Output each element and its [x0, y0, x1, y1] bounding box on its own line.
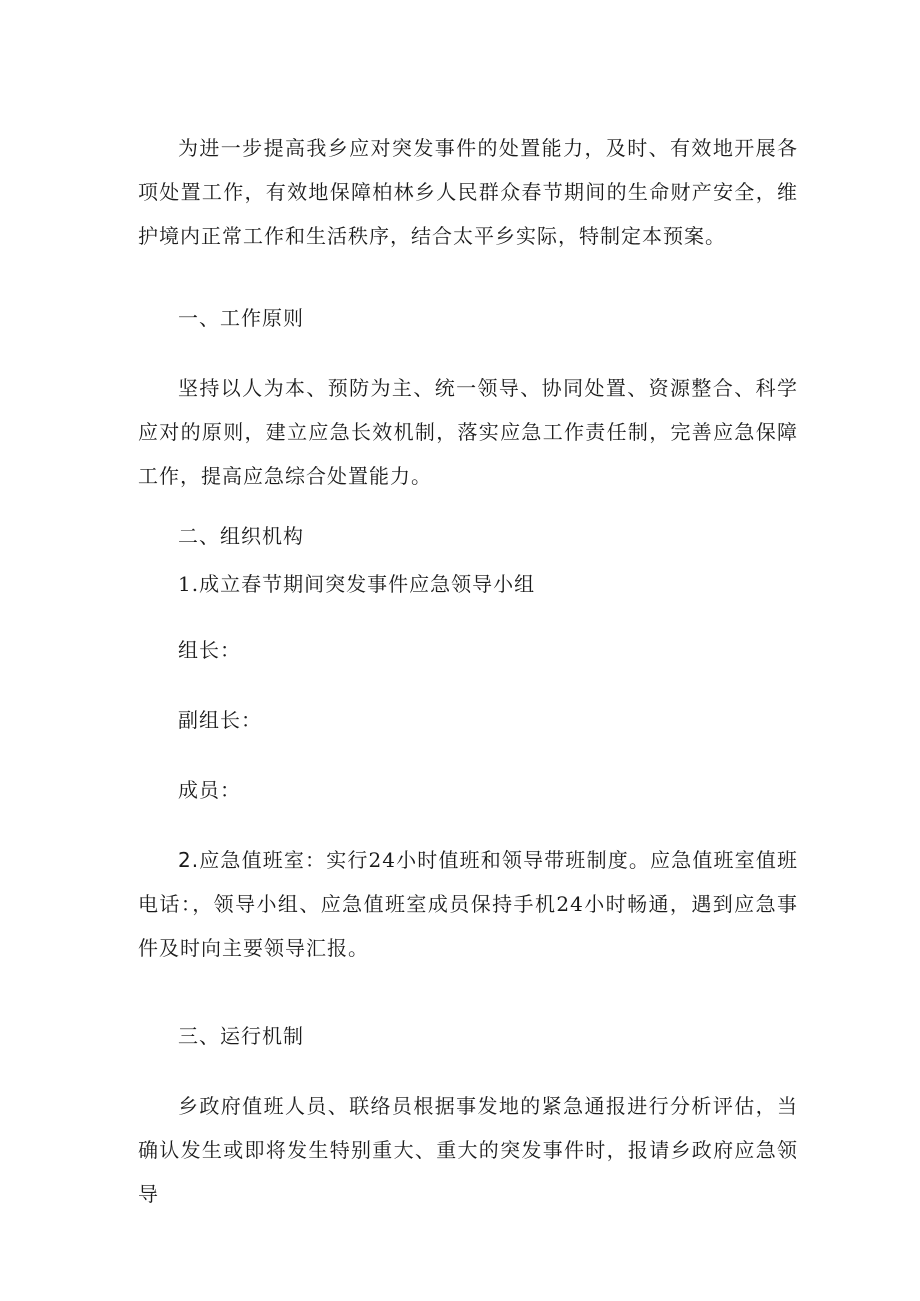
duty-room-paragraph: [138, 838, 798, 970]
section-heading-organization: 二、组织机构: [178, 524, 304, 548]
section-heading-principles: 一、工作原则: [178, 306, 304, 330]
section-heading-mechanism: 三、运行机制: [178, 1024, 304, 1048]
intro-paragraph: 为进一步提高我乡应对突发事件的处置能力，及时、有效地开展各项处置工作，有效地保障柏林乡人民群众春节期间的生命财产安全，维护境内正常工作和生活秩序，结合太平乡实际，特制定本预案。: [138, 136, 798, 248]
item-leading-group: 1.成立春节期间突发事件应急领导小组: [178, 572, 536, 596]
leader-label: 组长：: [178, 638, 241, 662]
duty-room-text: 应急值班室：实行24小时值班和领导带班制度。应急值班室值班电话：，领导小组、应急值班室成员保持手机24小时畅通，遇到应急事件及时向主要领导汇报。: [138, 848, 798, 960]
members-label: 成员：: [178, 778, 241, 802]
mechanism-paragraph: 乡政府值班人员、联络员根据事发地的紧急通报进行分析评估，当确认发生或即将发生特别重大、重大的突发事件时，报请乡政府应急领导: [138, 1094, 798, 1206]
item-number: 2.: [178, 848, 200, 872]
principles-paragraph: 坚持以人为本、预防为主、统一领导、协同处置、资源整合、科学应对的原则，建立应急长效机制，落实应急工作责任制，完善应急保障工作，提高应急综合处置能力。: [138, 376, 798, 488]
deputy-leader-label: 副组长：: [178, 708, 262, 732]
